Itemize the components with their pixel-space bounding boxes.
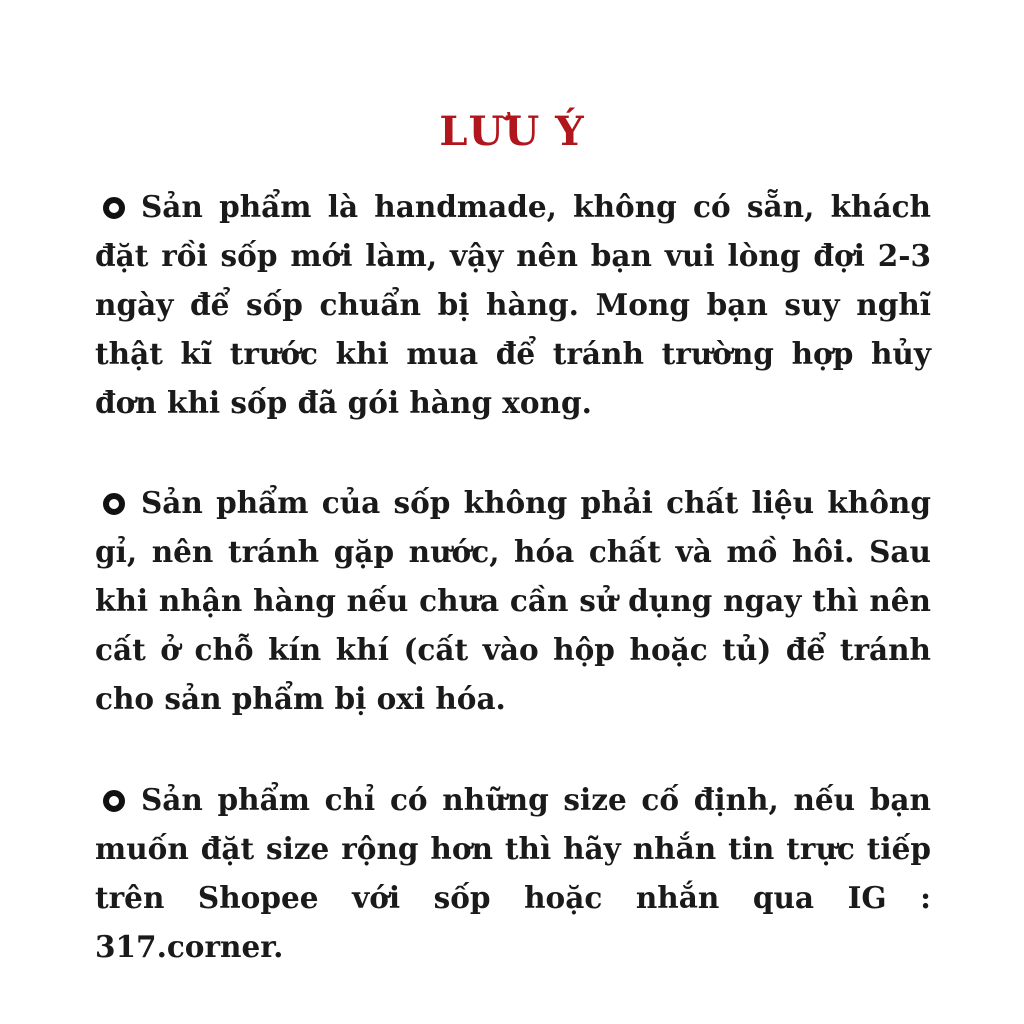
note-item-handmade [95,182,931,427]
circle-bullet-icon [103,197,125,219]
note-item-size [95,775,931,971]
page-title: LƯU Ý [439,108,585,155]
circle-bullet-icon [103,493,125,515]
note-text: Sản phẩm của sốp không phải chất liệu không gỉ, nên tránh gặp nước, hóa chất và mồ hôi. Sau khi nhận hàng nếu chưa cần sử dụng ngay thì nên cất ở chỗ kín khí (cất vào hộp hoặc tủ) để tránh cho sản phẩm bị oxi hóa. [95,485,931,716]
note-item-care [95,478,931,723]
note-text: Sản phẩm là handmade, không có sẵn, khách đặt rồi sốp mới làm, vậy nên bạn vui lòng đợi 2-3 ngày để sốp chuẩn bị hàng. Mong bạn suy nghĩ thật kĩ trước khi mua để tránh trường hợp hủy đơn khi sốp đã gói hàng xong. [95,189,931,420]
note-text: Sản phẩm chỉ có những size cố định, nếu bạn muốn đặt size rộng hơn thì hãy nhắn tin trực tiếp trên Shopee với sốp hoặc nhắn qua IG : 317.corner. [95,782,931,964]
circle-bullet-icon [103,790,125,812]
